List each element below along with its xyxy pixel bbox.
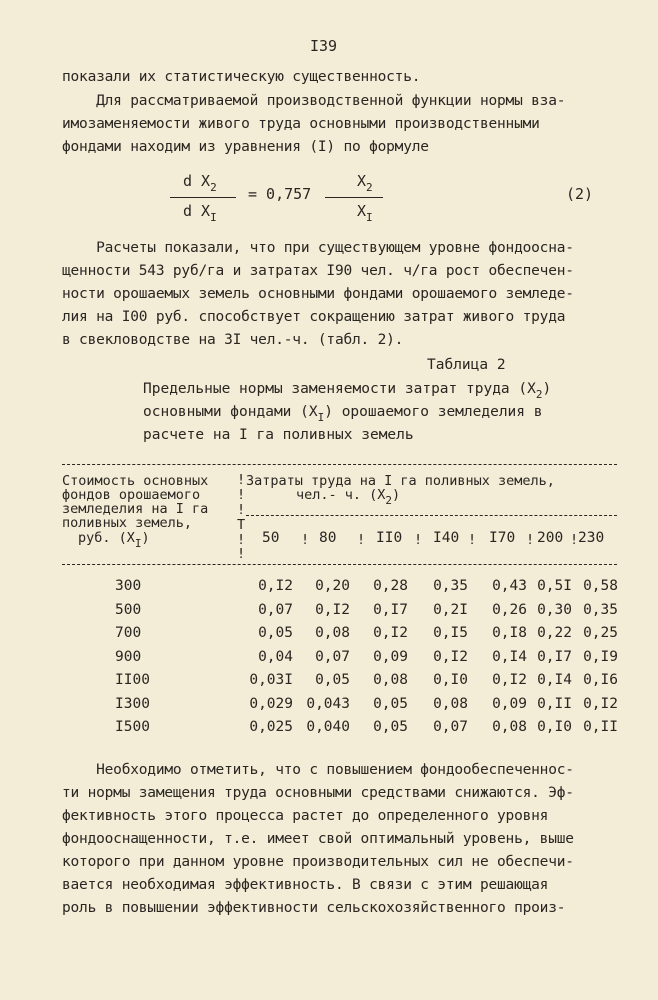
table-cell: 0,35 bbox=[583, 601, 618, 618]
table-cell: 0,22 bbox=[537, 625, 572, 641]
column-header: 80 bbox=[319, 530, 337, 546]
text-line: в свекловодстве на 3I чел.-ч. (табл. 2). bbox=[62, 332, 404, 348]
text-line: ности орошаемых земель основными фондами орошаемого земледе- bbox=[62, 286, 574, 302]
stub-header-line: Стоимость основных bbox=[62, 473, 209, 489]
fraction-bar bbox=[170, 197, 236, 198]
formula bbox=[0, 170, 658, 230]
table-cell: 0,08 bbox=[433, 695, 468, 712]
table-row-label: II00 bbox=[115, 672, 150, 688]
text-line: имозаменяемости живого труда основными производственными bbox=[62, 116, 540, 132]
table-cell: 0,I2 bbox=[373, 625, 408, 641]
table-cell: 0,43 bbox=[492, 578, 527, 594]
column-header: 230 bbox=[578, 530, 605, 546]
table-row-label: 700 bbox=[115, 625, 142, 641]
text-line: вается необходимая эффективность. В связи с этим решающая bbox=[62, 877, 549, 893]
table-caption-line: расчете на I га поливных земель bbox=[143, 427, 414, 443]
table-row-label: I500 bbox=[115, 719, 150, 735]
text-line: роль в повышении эффективности сельскохозяйственного произ- bbox=[62, 900, 566, 916]
table-cell: 0,040 bbox=[306, 719, 350, 735]
table-cell: 0,09 bbox=[492, 695, 527, 712]
text-line: которого при данном уровне производительных сил не обеспечи- bbox=[62, 854, 574, 870]
stub-header-line: руб. $(X_I)$ bbox=[78, 530, 150, 550]
document-page: I39 показали их статистическую существенность. Для рассматриваемой производственной функции нормы вза- имозаменяемости живого труда основными производственными фондами находим из уравнения (I) по формуле d $X_2$ d $X_I$ = 0,757 $X_2$ $X_I$ (2) Расчеты показали, что при существующем уровне фондоосна- щенности 543 руб/га и затратах I90 чел. ч/га рост обеспечен- ности орошаемых земель основными фондами орошаемого земледе- лия на I00 руб. способствует сокращению затрат живого труда в свекловодстве на 3I чел.-ч. (табл. 2). Таблица 2 Предельные нормы заменяемости затрат труда $(X_2)$ основными фондами $(X_I)$ орошаемого земледелия в расчете на I га поливных земель Стоимость основных фондов орошаемого земледелия на I га поливных земель, руб. $(X_I)$ Затраты труда на I га поливных земель, чел.- ч. $(X_2)$ ! ! ! T ! ! 50 80 II0 I40 I70 200 230 ! ! ! ! ! ! 300 0,I2 0,20 0,28 0,35 0,43 0,5I 0,58 500 0,07 0,I2 0,I7 0,2I 0,26 0,30 0,35 700 0,05 0,08 0,I2 0,I5 0,I8 0,22 0,25 900 0,04 0,07 0,09 0,I2 0,I4 0,I7 0,I9 II00 0,03I 0,05 0,08 0,I0 0,I2 0,I4 0,I6 I300 0,029 0,043 0,05 0,08 0,09 0,II 0,I2 I500 0,025 0,040 0,05 0,07 0,08 0,I0 0,II Необходимо отметить, что с повышением фондообеспеченнос- ти нормы замещения труда основными средствами снижаются. Эф- фективность этого процесса растет до определенного уровня фондооснащенности, т.е. имеет свой оптимальный уровень, выше которого при данном уровне производительных сил не обеспечи- вается необходимая эффективность. В связи с этим решающая роль в повышении эффективности сельскохозяйственного произ- bbox=[0, 0, 658, 1000]
table-caption-line: основными фондами $(X_I)$ орошаемого земледелия в bbox=[143, 404, 543, 424]
table-cell: 0,58 bbox=[583, 578, 618, 594]
table-cell: 0,30 bbox=[537, 601, 572, 618]
table-cell: 0,07 bbox=[315, 648, 350, 665]
table-rule bbox=[246, 515, 617, 516]
formula-equals: = 0,757 bbox=[248, 185, 312, 203]
table-cell: 0,5I bbox=[537, 578, 572, 594]
table-cell: 0,I0 bbox=[537, 719, 572, 735]
stub-header-line: фондов орошаемого bbox=[62, 487, 201, 503]
table-cell: 0,029 bbox=[249, 695, 293, 712]
text-line: Необходимо отметить, что с повышением фондообеспеченнос- bbox=[62, 762, 574, 778]
text-line: Для рассматриваемой производственной функции нормы вза- bbox=[62, 93, 566, 109]
table-cell: 0,I6 bbox=[583, 672, 618, 688]
table-cell: 0,I4 bbox=[492, 648, 527, 665]
table-cell: 0,08 bbox=[373, 672, 408, 688]
table-cell: 0,35 bbox=[433, 578, 468, 594]
table-cell: 0,05 bbox=[258, 625, 293, 641]
table-cell: 0,03I bbox=[249, 672, 293, 688]
table-cell: 0,05 bbox=[315, 672, 350, 688]
table-cell: 0,25 bbox=[583, 625, 618, 641]
table-cell: 0,2I bbox=[433, 601, 468, 618]
table-cell: 0,05 bbox=[373, 695, 408, 712]
column-header: I40 bbox=[433, 530, 460, 546]
column-header: 50 bbox=[262, 530, 280, 546]
table-cell: 0,I4 bbox=[537, 672, 572, 688]
table-cell: 0,I9 bbox=[583, 648, 618, 665]
table-rule bbox=[62, 564, 617, 565]
table-cell: 0,20 bbox=[315, 578, 350, 594]
text-line: ти нормы замещения труда основными средствами снижаются. Эф- bbox=[62, 785, 574, 801]
table-cell: 0,043 bbox=[306, 695, 350, 712]
column-group-header: чел.- ч. $(X_2)$ bbox=[296, 487, 401, 507]
table-cell: 0,08 bbox=[315, 625, 350, 641]
table-cell: 0,26 bbox=[492, 601, 527, 618]
page-number: I39 bbox=[310, 37, 338, 55]
table-cell: 0,07 bbox=[433, 719, 468, 735]
stub-header-line: поливных земель, bbox=[62, 515, 193, 531]
table-cell: 0,I2 bbox=[258, 578, 293, 594]
table-row-label: 500 bbox=[115, 601, 142, 618]
table-cell: 0,I7 bbox=[537, 648, 572, 665]
formula-denominator-left: d $X_I$ bbox=[183, 202, 217, 224]
formula-numerator-right: $X_2$ bbox=[357, 172, 373, 194]
formula-number: (2) bbox=[566, 185, 594, 203]
table-cell: 0,I7 bbox=[373, 601, 408, 618]
table-caption-line: Предельные нормы заменяемости затрат труда $(X_2)$ bbox=[143, 381, 552, 401]
column-header: II0 bbox=[376, 530, 403, 546]
formula-denominator-right: $X_I$ bbox=[357, 202, 373, 224]
table-cell: 0,I2 bbox=[583, 695, 618, 712]
table-cell: 0,I8 bbox=[492, 625, 527, 641]
formula-numerator-left: d $X_2$ bbox=[183, 172, 217, 194]
stub-header-line: земледелия на I га bbox=[62, 501, 209, 517]
table-row-label: 900 bbox=[115, 648, 142, 665]
table-cell: 0,II bbox=[583, 719, 618, 735]
table-label: Таблица 2 bbox=[427, 357, 506, 373]
table-cell: 0,09 bbox=[373, 648, 408, 665]
column-header: I70 bbox=[489, 530, 516, 546]
column-header: 200 bbox=[537, 530, 564, 546]
column-group-header: Затраты труда на I га поливных земель, bbox=[246, 473, 555, 489]
text-line: фондами находим из уравнения (I) по формуле bbox=[62, 139, 429, 155]
fraction-bar bbox=[325, 197, 383, 198]
text-line: лия на I00 руб. способствует сокращению затрат живого труда bbox=[62, 309, 566, 325]
table-cell: 0,05 bbox=[373, 719, 408, 735]
table-cell: 0,04 bbox=[258, 648, 293, 665]
table-cell: 0,025 bbox=[249, 719, 293, 735]
table-cell: 0,07 bbox=[258, 601, 293, 618]
table-row-label: 300 bbox=[115, 578, 142, 594]
table-cell: 0,I2 bbox=[433, 648, 468, 665]
table-row-label: I300 bbox=[115, 695, 150, 712]
table-cell: 0,I5 bbox=[433, 625, 468, 641]
text-line: показали их статистическую существенность. bbox=[62, 69, 421, 85]
text-line: фективность этого процесса растет до определенного уровня bbox=[62, 808, 549, 824]
table-cell: 0,28 bbox=[373, 578, 408, 594]
table-cell: 0,I2 bbox=[492, 672, 527, 688]
text-line: Расчеты показали, что при существующем уровне фондоосна- bbox=[62, 240, 574, 256]
table-rule bbox=[62, 464, 617, 465]
text-line: щенности 543 руб/га и затратах I90 чел. ч/га рост обеспечен- bbox=[62, 263, 574, 279]
text-line: фондооснащенности, т.е. имеет свой оптимальный уровень, выше bbox=[62, 831, 574, 847]
table-cell: 0,08 bbox=[492, 719, 527, 735]
table-cell: 0,I0 bbox=[433, 672, 468, 688]
table-cell: 0,I2 bbox=[315, 601, 350, 618]
table-cell: 0,II bbox=[537, 695, 572, 712]
